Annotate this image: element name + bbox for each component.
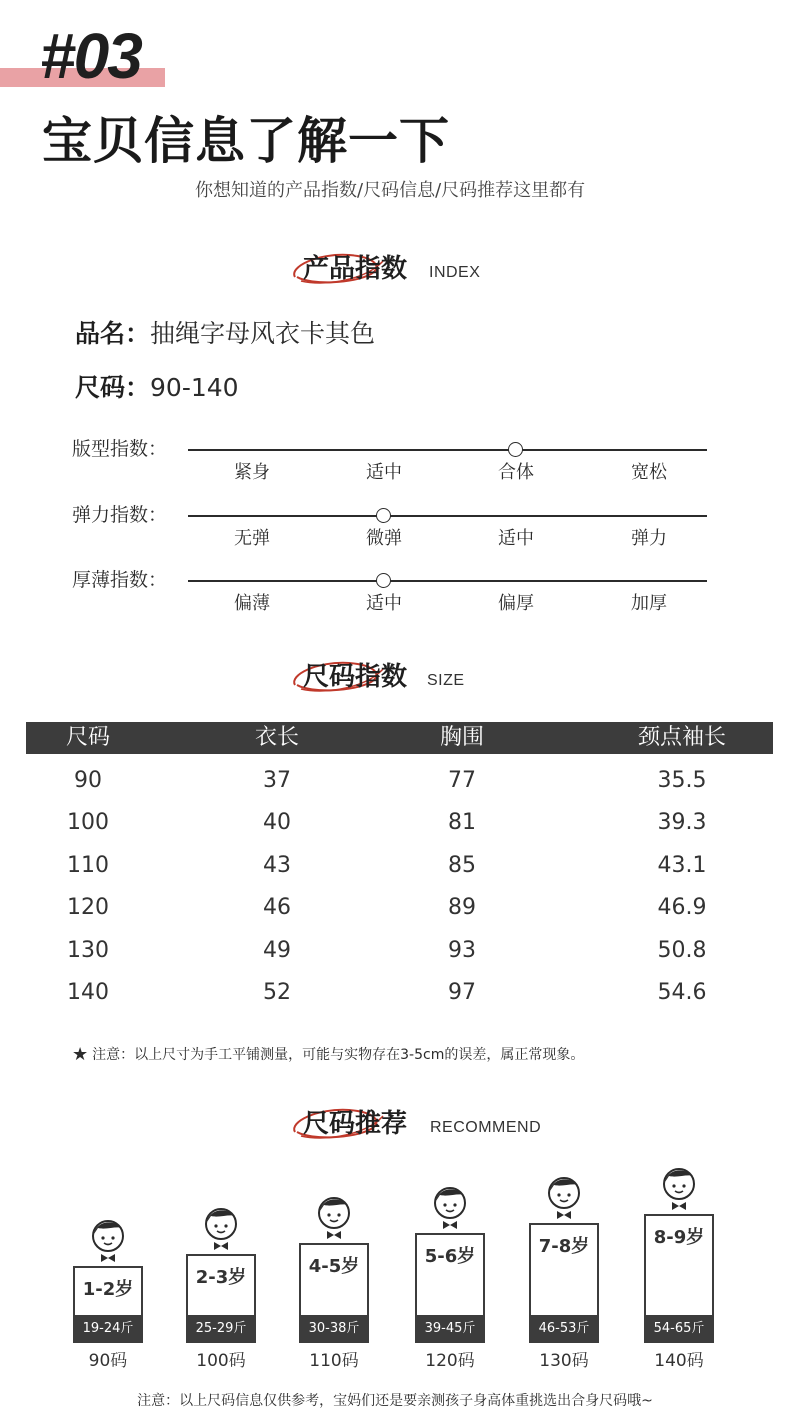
scale-track [188,449,707,451]
recommended-size: 120码 [425,1351,475,1371]
size-title-cn: 尺码指数 [303,662,408,692]
product-name-value: 抽绳字母风衣卡其色 [150,319,376,348]
size-title-en: SIZE [427,672,465,689]
scale-option: 紧身 [234,462,270,483]
size-recommend-card [415,1233,485,1343]
table-cell: 93 [448,937,476,963]
measure-note [72,1044,584,1066]
scale-option: 加厚 [631,593,667,614]
recommend-title-en: RECOMMEND [430,1119,542,1136]
product-size-label: 尺码： [75,373,151,402]
recommended-size: 110码 [309,1351,359,1371]
scale-label: 弹力指数： [72,504,168,526]
product-name-label: 品名： [75,319,151,348]
product-size-value: 90-140 [150,373,239,402]
age-range: 2-3岁 [195,1267,247,1288]
page-title: 宝贝信息了解一下 [42,112,450,170]
table-cell: 46.9 [657,895,707,921]
table-header-cell: 衣长 [254,725,299,750]
age-range: 4-5岁 [308,1256,360,1277]
child-avatar-icon [542,1173,586,1221]
scale-option: 弹力 [631,528,667,549]
table-cell: 140 [67,980,109,1005]
index-section-heading [287,247,517,297]
index-title-en: INDEX [429,264,481,281]
age-range: 7-8岁 [538,1236,590,1257]
table-cell: 89 [448,895,476,921]
scale-option: 合体 [498,462,534,483]
recommend-section-heading [287,1102,577,1152]
size-recommend-card [186,1254,256,1343]
page-subtitle: 你想知道的产品指数/尺码信息/尺码推荐这里都有 [195,180,586,201]
scale-option: 宽松 [631,462,667,483]
child-avatar-icon [657,1164,701,1212]
table-header-cell: 胸围 [439,725,484,750]
table-header-cell: 尺码 [65,725,110,750]
recommended-size: 90码 [88,1351,128,1371]
age-range: 5-6岁 [424,1246,476,1267]
table-cell: 43 [263,852,291,878]
child-avatar-icon [86,1216,130,1264]
recommended-size: 140码 [654,1351,704,1371]
scale-option: 适中 [366,593,402,614]
table-cell: 50.8 [657,937,707,963]
table-cell: 100 [67,810,109,836]
scale-track [188,580,707,582]
product-size-row [75,370,239,406]
index-title-cn: 产品指数 [303,254,408,284]
weight-range: 39-45斤 [415,1315,485,1343]
scale-label: 版型指数： [72,438,168,460]
table-cell: 54.6 [657,980,707,1005]
table-cell: 85 [448,852,476,878]
size-section-heading [287,655,517,705]
weight-range: 54-65斤 [644,1315,714,1343]
recommended-size: 100码 [196,1351,246,1371]
child-avatar-icon [312,1193,356,1241]
scale-indicator [376,573,391,588]
table-cell: 81 [448,810,476,836]
table-cell: 90 [74,768,102,793]
weight-range: 19-24斤 [73,1315,143,1343]
scale-option: 无弹 [234,528,270,549]
measure-note-text: 注意：以上尺寸为手工平铺测量，可能与实物存在3-5cm的误差，属正常现象。 [92,1047,585,1063]
scale-option: 偏厚 [498,593,534,614]
table-cell: 77 [448,768,476,793]
scale-option: 适中 [366,462,402,483]
scale-label: 厚薄指数： [72,569,168,591]
section-number: #03 [40,20,141,92]
weight-range: 25-29斤 [186,1315,256,1343]
table-cell: 52 [263,980,291,1005]
product-name-row [75,316,375,352]
table-header-cell: 颈点袖长 [637,725,726,750]
weight-range: 30-38斤 [299,1315,369,1343]
table-cell: 46 [263,895,291,921]
table-cell: 37 [263,768,291,793]
recommend-title-cn: 尺码推荐 [303,1109,408,1139]
table-cell: 110 [67,852,109,878]
table-cell: 39.3 [657,810,707,836]
scale-option: 偏薄 [234,593,270,614]
scale-track [188,515,707,517]
size-recommend-card [529,1223,599,1343]
age-range: 1-2岁 [82,1279,134,1300]
child-avatar-icon [199,1204,243,1252]
footer-note: 注意：以上尺码信息仅供参考，宝妈们还是要亲测孩子身高体重挑选出合身尺码哦~ [137,1393,653,1409]
table-cell: 97 [448,980,476,1005]
table-cell: 40 [263,810,291,836]
child-avatar-icon [428,1183,472,1231]
star-icon: ★ [72,1044,89,1065]
scale-option: 适中 [498,528,534,549]
table-cell: 49 [263,937,291,963]
age-range: 8-9岁 [653,1227,705,1248]
size-recommend-card [73,1266,143,1343]
size-recommend-card [299,1243,369,1343]
weight-range: 46-53斤 [529,1315,599,1343]
scale-indicator [508,442,523,457]
table-cell: 120 [67,895,109,921]
table-cell: 130 [67,937,109,963]
table-cell: 43.1 [657,852,707,878]
scale-indicator [376,508,391,523]
size-recommend-card [644,1214,714,1343]
table-cell: 35.5 [657,768,707,793]
recommended-size: 130码 [539,1351,589,1371]
scale-option: 微弹 [366,528,402,549]
